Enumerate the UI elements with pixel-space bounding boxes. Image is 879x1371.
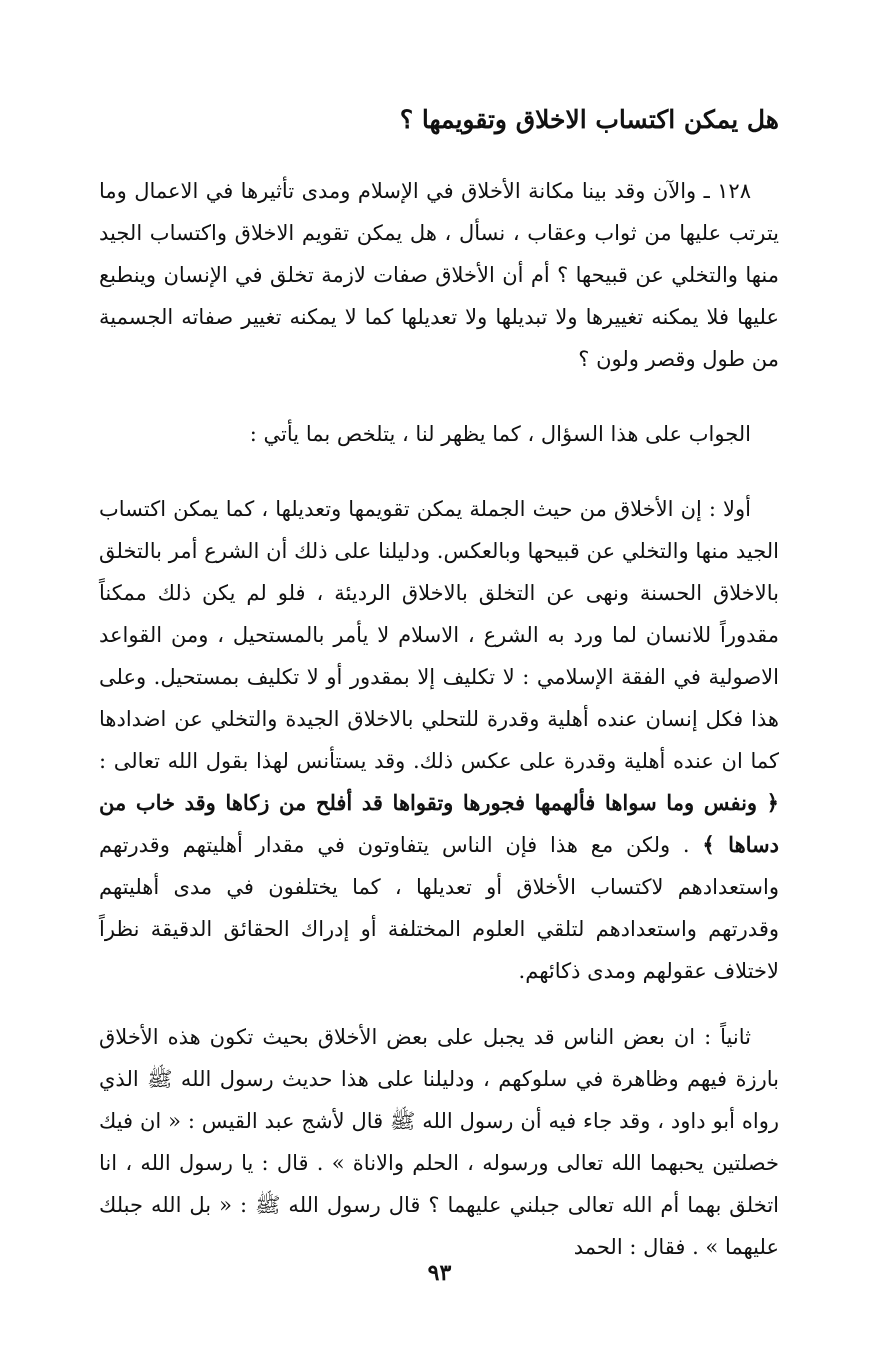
quran-quote: ﴿ ونفس وما سواها فألهمها فجورها وتقواها قد أفلح من زكاها وقد خاب من دساها ﴾ xyxy=(99,790,779,857)
second-point-text: ثانياً : ان بعض الناس قد يجبل على بعض الأخلاق بحيث تكون هذه الأخلاق بارزة فيهم وظاهرة في سلوكهم ، ودليلنا على هذا حديث رسول الله ﷺ الذي رواه أبو داود ، وقد جاء فيه أن رسول الله ﷺ قال لأشج عبد القيس : « ان فيك خصلتين يحبهما الله تعالى ورسوله ، الحلم والاناة » . قال : يا رسول الله ، انا اتخلق بهما أم الله تعالى جبلني عليهما ؟ قال رسول الله ﷺ : « بل الله جبلك عليهما » . فقال : الحمد xyxy=(99,1025,779,1259)
page-number: ٩٣ xyxy=(427,1260,452,1286)
paragraph-first-point xyxy=(99,488,779,992)
paragraph-answer-intro-text: الجواب على هذا السؤال ، كما يظهر لنا ، يتلخص بما يأتي : xyxy=(249,422,751,446)
section-heading: هل يمكن اكتساب الاخلاق وتقويمها ؟ xyxy=(399,105,779,134)
paragraph-second-point xyxy=(99,1016,779,1268)
paragraph-answer-intro xyxy=(99,413,779,455)
paragraph-128-text: ١٢٨ ـ والآن وقد بينا مكانة الأخلاق في الإسلام ومدى تأثيرها في الاعمال وما يترتب عليها من ثواب وعقاب ، نسأل ، هل يمكن تقويم الاخلاق واكتساب الجيد منها والتخلي عن قبيحها ؟ أم أن الأخلاق صفات لازمة تخلق في الإنسان وينطبع عليها فلا يمكنه تغييرها ولا تبديلها ولا تعديلها كما لا يمكنه تغيير صفاته الجسمية من طول وقصر ولون ؟ xyxy=(99,179,779,371)
paragraph-128 xyxy=(99,170,779,380)
first-point-continuation: . ولكن مع هذا فإن الناس يتفاوتون في مقدار أهليتهم وقدرتهم واستعدادهم لاكتساب الأخلاق أو تعديلها ، كما يختلفون في مدى أهليتهم وقدرتهم واستعدادهم لتلقي العلوم المختلفة أو إدراك الحقائق الدقيقة نظراً لاختلاف عقولهم ومدى ذكائهم. xyxy=(99,833,779,983)
first-point-text: أولا : إن الأخلاق من حيث الجملة يمكن تقويمها وتعديلها ، كما يمكن اكتساب الجيد منها والتخلي عن قبيحها وبالعكس. ودليلنا على ذلك أن الشرع أمر بالتخلق بالاخلاق الحسنة ونهى عن التخلق بالاخلاق الرديئة ، فلو لم يكن ذلك ممكناً مقدوراً للانسان لما ورد به الشرع ، الاسلام لا يأمر بالمستحيل ، ومن القواعد الاصولية في الفقة الإسلامي : لا تكليف إلا بمقدور أو لا تكليف بمستحيل. وعلى هذا فكل إنسان عنده أهلية وقدرة للتحلي بالاخلاق الجيدة والتخلي عن اضدادها كما ان عنده أهلية وقدرة على عكس ذلك. وقد يستأنس لهذا بقول الله تعالى : xyxy=(99,497,779,773)
